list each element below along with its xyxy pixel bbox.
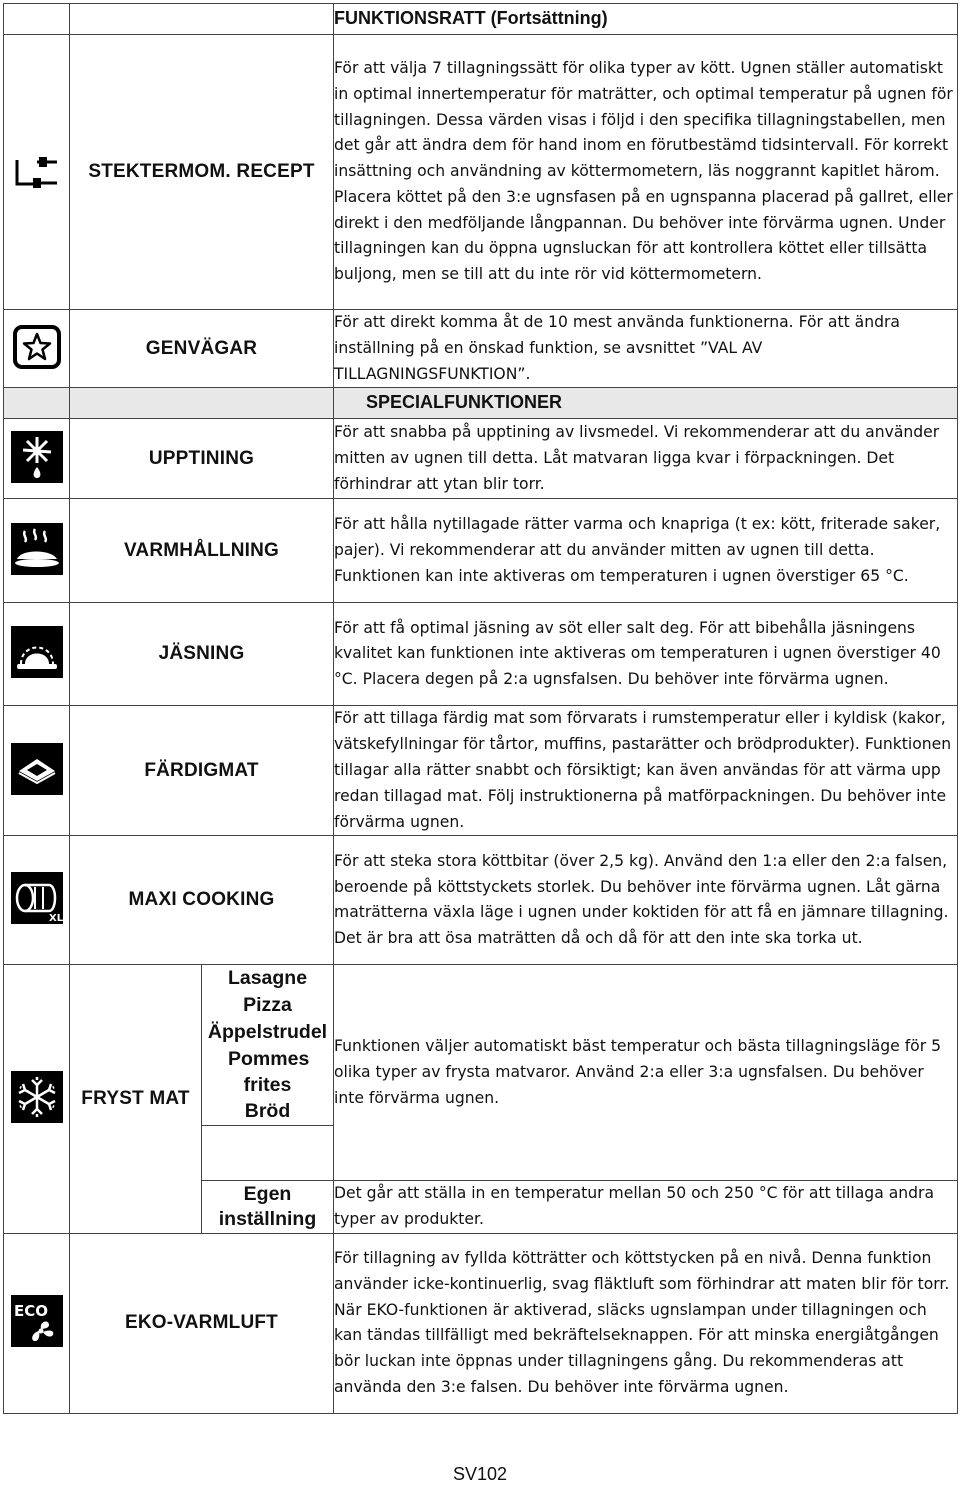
frozen-option-egen-installning: Egen inställning: [218, 1183, 317, 1231]
function-description: För att få optimal jäsning av söt eller salt deg. För att bibehålla jäsningens kvalitet kan funktionen inte aktiveras om temperaturen i ugnen överstiger 40 °C. Placera degen på 2:a ugnsfalsen. Du behöver inte förvärma ugnen.: [334, 603, 958, 706]
snowflake-icon: [11, 1071, 63, 1123]
row-upptining: [4, 419, 958, 499]
frozen-option-pizza: Pizza: [243, 994, 292, 1017]
eco-icon-text: ECO: [13, 1302, 48, 1321]
function-name: GENVÄGAR: [70, 310, 334, 388]
function-description: För tillagning av fyllda kötträtter och köttstycken på en nivå. Denna funktion använder icke-kontinuerlig, svag fläktluft som förhindrar att maten blir för torr. När EKO-funktionen är aktiverad, släcks ugnslampan under tillagningen och kan tändas tillfälligt med bekräftelseknappen. För att minska energiåtgången bör luckan inte öppnas under tillagningens gång. Du rekommenderas att använda den 3:e falsen. Du behöver inte förvärma ugnen.: [334, 1233, 958, 1413]
frozen-option-lasagne: Lasagne: [227, 967, 308, 990]
svg-text:XL: XL: [48, 913, 63, 925]
function-description: Det går att ställa in en temperatur mellan 50 och 250 °C för att tillaga andra typer av produkter.: [334, 1181, 958, 1234]
frozen-option-appelstrudel: Äppelstrudel: [207, 1021, 328, 1044]
meat-probe-icon: [11, 144, 63, 196]
frozen-option-pommes-frites: Pommes frites: [228, 1048, 310, 1097]
special-header-row: [4, 388, 958, 419]
function-name: FÄRDIGMAT: [70, 706, 334, 836]
special-section-title: SPECIALFUNKTIONER: [366, 392, 563, 413]
keep-warm-icon: [11, 523, 63, 575]
function-name: MAXI COOKING: [70, 836, 334, 965]
row-fardigmat: [4, 706, 958, 836]
row-fryst-mat: [4, 965, 958, 1181]
row-varmhallning: [4, 499, 958, 603]
frozen-option-brod: Bröd: [202, 1098, 333, 1126]
maxi-cooking-xl-icon: [11, 872, 63, 924]
function-description: För att direkt komma åt de 10 mest använda funktionerna. För att ändra inställning på en önskad funktion, se avsnittet ”VAL AV TILLAGNINGSFUNKTION”.: [334, 310, 958, 388]
function-description: För att hålla nytillagade rätter varma och knapriga (t ex: kött, friterade saker, pajer). Vi rekommenderar att du använder mitten av ugnen till detta. Funktionen kan inte aktiveras om temperaturen i ugnen överstiger 65 °C.: [334, 499, 958, 603]
eco-fan-icon: [11, 1295, 63, 1347]
ready-meal-icon: [11, 743, 63, 795]
function-name: STEKTERMOM. RECEPT: [70, 35, 334, 310]
function-name: UPPTINING: [70, 419, 334, 499]
section-title: FUNKTIONSRATT (Fortsättning): [334, 7, 608, 28]
function-table: [3, 3, 958, 1414]
function-name: FRYST MAT: [70, 965, 202, 1234]
function-name: JÄSNING: [70, 603, 334, 706]
defrost-icon: [11, 431, 63, 483]
row-genvagar: [4, 310, 958, 388]
star-icon: [11, 321, 63, 373]
row-eko-varmluft: [4, 1233, 958, 1413]
function-description: För att steka stora köttbitar (över 2,5 kg). Använd den 1:a eller den 2:a falsen, beroende på köttstyckets storlek. Du behöver inte förvärma ugnen. Låt gärna maträtterna växla läge i ugnen under koktiden för att få en jämnare tillagning. Det är bra att ösa maträtten då och då för att den inte ska torka ut.: [334, 836, 958, 965]
dough-rising-icon: [11, 626, 63, 678]
function-name: VARMHÅLLNING: [70, 499, 334, 603]
row-jasning: [4, 603, 958, 706]
function-description: För att välja 7 tillagningssätt för olika typer av kött. Ugnen ställer automatiskt in optimal innertemperatur för maträtter, och optimal temperatur på ugnen för tillagningen. Dessa värden visas i följd i den specifika tillagningstabellen, men det går att ändra dem för hand inom en förutbestämd tidsintervall. För korrekt insättning och användning av köttermometern, läs noggrannt kapitlet härom. Placera köttet på den 3:e ugnsfasen på en ugnspanna placerad på gallret, eller direkt i den medföljande långpannan. Du behöver inte förvärma ugnen. Under tillagningen kan du öppna ugnsluckan för att kontrollera köttet eller tillsätta buljong, men se till att du inte rör vid köttermometern.: [334, 35, 958, 310]
row-stektermom: [4, 35, 958, 310]
page-number: SV102: [452, 1464, 508, 1484]
row-maxi-cooking: [4, 836, 958, 965]
header-row: [4, 4, 958, 35]
function-description: För att tillaga färdig mat som förvarats i rumstemperatur eller i kyldisk (kakor, vätskefyllningar för tårtor, muffins, pastarätter och brödprodukter). Funktionen tillagar alla rätter snabbt och försiktigt; kan även användas för att värma upp redan tillagad mat. Följ instruktionerna på matförpackningen. Du behöver inte förvärma ugnen.: [334, 706, 958, 836]
function-description: Funktionen väljer automatiskt bäst temperatur och bästa tillagningsläge för 5 olika typer av frysta matvaror. Använd 2:a eller 3:a ugnsfalsen. Du behöver inte förvärma ugnen.: [334, 965, 958, 1181]
function-name: EKO-VARMLUFT: [70, 1233, 334, 1413]
function-description: För att snabba på upptining av livsmedel. Vi rekommenderar att du använder mitten av ugnen till detta. Låt matvaran ligga kvar i förpackningen. Det förhindrar att ytan blir torr.: [334, 419, 958, 499]
